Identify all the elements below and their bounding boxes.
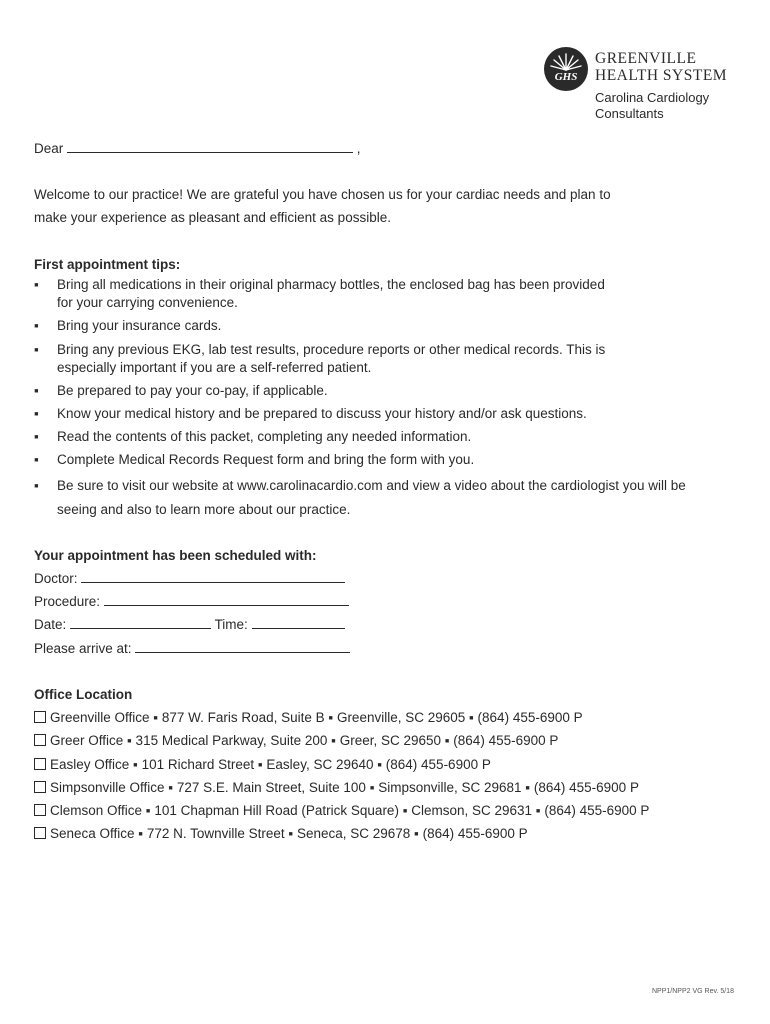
appointment-heading: Your appointment has been scheduled with: bbox=[34, 547, 317, 563]
tip-item: ▪ Complete Medical Records Request form and bring the form with you. bbox=[34, 451, 734, 470]
org-name-line1: GREENVILLE bbox=[595, 50, 697, 67]
office-checkbox[interactable] bbox=[34, 734, 46, 746]
arrive-time-field[interactable] bbox=[135, 638, 350, 653]
organization-name bbox=[595, 50, 727, 84]
salutation bbox=[34, 137, 734, 160]
time-label: Time: bbox=[214, 617, 248, 633]
intro-line-2: make your experience as pleasant and efficient as possible. bbox=[34, 210, 391, 226]
bullet-icon: ▪ bbox=[34, 383, 39, 399]
phone-suffix: P bbox=[573, 710, 583, 726]
office-option-simpsonville: Simpsonville Office ▪ 727 S.E. Main Street, Suite 100 ▪ Simpsonville, SC 29681 ▪ (864) 455-6900 P bbox=[34, 776, 734, 799]
office-heading: Office Location bbox=[34, 686, 133, 702]
form-revision-code: NPP1/NPP2 VG Rev. 5/18 bbox=[652, 988, 734, 995]
tip-item: ▪ Read the contents of this packet, completing any needed information. bbox=[34, 428, 734, 447]
dept-name-line2: Consultants bbox=[595, 106, 664, 121]
ghs-palmetto-icon bbox=[543, 46, 589, 92]
salutation-suffix: , bbox=[356, 141, 361, 156]
salutation-prefix: Dear bbox=[34, 141, 64, 156]
procedure-field[interactable] bbox=[104, 591, 349, 606]
bullet-icon: ▪ bbox=[34, 452, 39, 468]
tip-item: ▪ Be sure to visit our website at www.carolinacardio.com and view a video about the cardiologist you will be seeing and also to learn more about our practice. bbox=[34, 474, 734, 520]
tips-heading: First appointment tips: bbox=[34, 256, 181, 272]
tip-item: ▪ Bring all medications in their original pharmacy bottles, the enclosed bag has been provided for your carrying convenience. bbox=[34, 276, 605, 311]
phone-suffix: P bbox=[549, 733, 559, 749]
tip-item: ▪ Know your medical history and be prepared to discuss your history and/or ask questions. bbox=[34, 405, 734, 424]
date-field[interactable] bbox=[70, 614, 211, 629]
office-checkbox[interactable] bbox=[34, 711, 46, 723]
bullet-icon: ▪ bbox=[34, 276, 39, 292]
department-name bbox=[595, 90, 709, 122]
phone-suffix: P bbox=[629, 779, 639, 795]
bullet-icon: ▪ bbox=[34, 429, 39, 445]
office-checkbox[interactable] bbox=[34, 804, 46, 816]
intro-line-1: Welcome to our practice! We are grateful you have chosen us for your cardiac needs and plan to bbox=[34, 187, 611, 203]
doctor-row bbox=[34, 567, 734, 590]
bullet-icon: ▪ bbox=[34, 341, 39, 357]
phone-suffix: P bbox=[640, 802, 650, 818]
date-time-row bbox=[34, 613, 734, 636]
patient-name-field[interactable] bbox=[67, 138, 353, 153]
tip-item: ▪ Bring any previous EKG, lab test results, procedure reports or other medical records. This is especially important if you are a self-referred patient. bbox=[34, 341, 606, 375]
doctor-field[interactable] bbox=[81, 568, 345, 583]
bullet-icon: ▪ bbox=[34, 406, 39, 422]
office-option-clemson: Clemson Office ▪ 101 Chapman Hill Road (Patrick Square) ▪ Clemson, SC 29631 ▪ (864) 455-6900 P bbox=[34, 799, 734, 822]
office-checkbox[interactable] bbox=[34, 781, 46, 793]
tip-item: ▪ Bring your insurance cards. bbox=[34, 317, 734, 336]
office-option-greer: Greer Office ▪ 315 Medical Parkway, Suite 200 ▪ Greer, SC 29650 ▪ (864) 455-6900 P bbox=[34, 729, 734, 752]
logo-mark-text: GHS bbox=[554, 71, 578, 83]
date-label: Date: bbox=[34, 617, 67, 633]
time-field[interactable] bbox=[252, 614, 345, 629]
tips-list bbox=[34, 276, 734, 521]
office-checkbox[interactable] bbox=[34, 758, 46, 770]
tip-item: ▪ Be prepared to pay your co-pay, if applicable. bbox=[34, 382, 734, 401]
office-option-seneca: Seneca Office ▪ 772 N. Townville Street ▪ Seneca, SC 29678 ▪ (864) 455-6900 P bbox=[34, 822, 734, 845]
bullet-icon: ▪ bbox=[34, 318, 39, 334]
arrive-row bbox=[34, 637, 734, 660]
phone-suffix: P bbox=[518, 826, 528, 842]
procedure-row bbox=[34, 590, 734, 613]
doctor-label: Doctor: bbox=[34, 571, 78, 587]
ghs-logo bbox=[543, 46, 743, 126]
office-checkbox[interactable] bbox=[34, 827, 46, 839]
org-name-line2: HEALTH SYSTEM bbox=[595, 67, 728, 84]
letter-body bbox=[34, 137, 734, 845]
bullet-icon: ▪ bbox=[34, 478, 39, 494]
procedure-label: Procedure: bbox=[34, 594, 101, 610]
office-option-easley: Easley Office ▪ 101 Richard Street ▪ Easley, SC 29640 ▪ (864) 455-6900 P bbox=[34, 753, 734, 776]
phone-suffix: P bbox=[481, 756, 491, 772]
office-option-greenville: Greenville Office ▪ 877 W. Faris Road, Suite B ▪ Greenville, SC 29605 ▪ (864) 455-6900 P bbox=[34, 706, 734, 729]
arrive-label: Please arrive at: bbox=[34, 640, 132, 656]
dept-name-line1: Carolina Cardiology bbox=[595, 90, 710, 105]
